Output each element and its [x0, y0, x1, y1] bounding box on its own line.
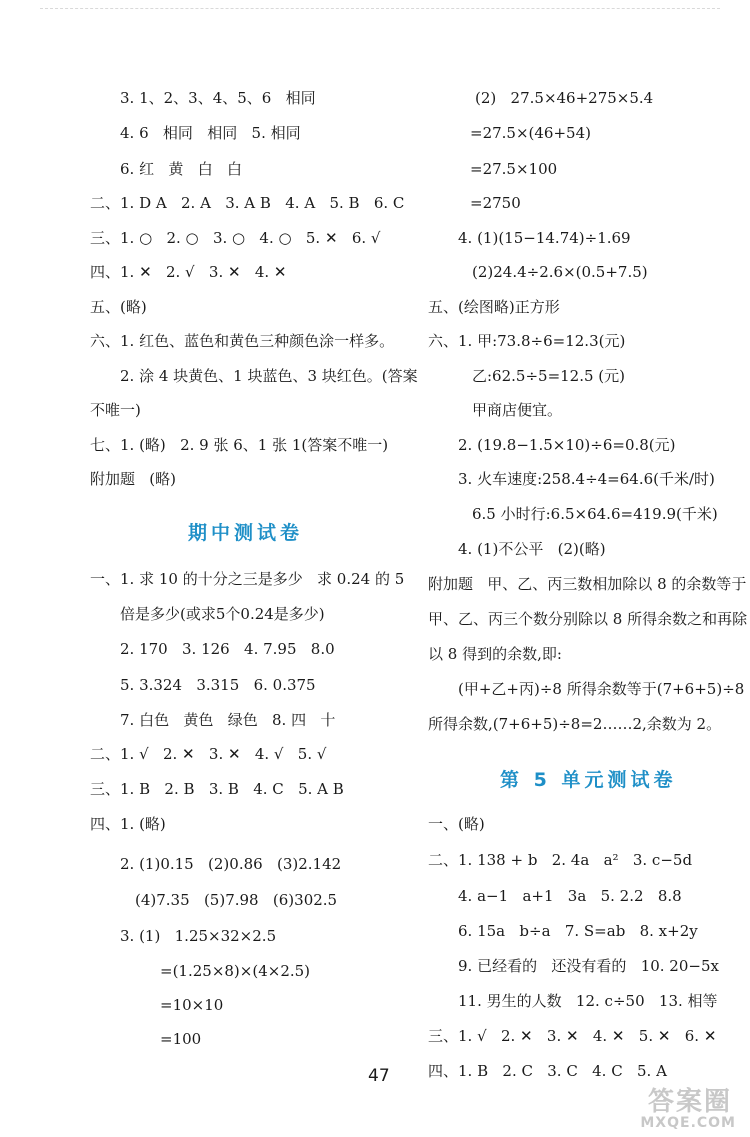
answer-line: 以 8 得到的余数,即: [428, 645, 562, 663]
answer-line: 一、(略) [428, 815, 485, 833]
answer-line: 四、1. (略) [90, 815, 166, 833]
answer-line: 4. 6 相同 相同 5. 相同 [120, 124, 301, 142]
answer-line: 9. 已经看的 还没有看的 10. 20−5x [458, 957, 719, 975]
answer-line: 三、1. B 2. B 3. B 4. C 5. A B [90, 780, 344, 798]
answer-line: 所得余数,(7+6+5)÷8=2……2,余数为 2。 [428, 715, 722, 733]
answer-line: 4. (1)(15−14.74)÷1.69 [458, 229, 631, 247]
watermark-logo [630, 1081, 740, 1131]
answer-line: 3. (1) 1.25×32×2.5 [120, 927, 277, 945]
answer-line: =100 [160, 1030, 202, 1048]
answer-line: (2) 27.5×46+275×5.4 [475, 89, 654, 107]
answer-line: =27.5×100 [470, 160, 558, 178]
answer-line: 七、1. (略) 2. 9 张 6、1 张 1(答案不唯一) [90, 436, 389, 454]
answer-line: 5. 3.324 3.315 6. 0.375 [120, 676, 316, 694]
answer-line: 2. (1)0.15 (2)0.86 (3)2.142 [120, 855, 342, 873]
answer-line: 二、1. √ 2. ✕ 3. ✕ 4. √ 5. √ [90, 745, 327, 763]
answer-line: 6.5 小时行:6.5×64.6=419.9(千米) [472, 505, 718, 523]
answer-line: 六、1. 甲:73.8÷6=12.3(元) [428, 332, 626, 350]
answer-line: 乙:62.5÷5=12.5 (元) [472, 367, 626, 385]
answer-line: 3. 火车速度:258.4÷4=64.6(千米/时) [458, 470, 715, 488]
answer-line: 附加题 (略) [90, 470, 177, 488]
answer-line: 甲、乙、丙三个数分别除以 8 所得余数之和再除 [428, 610, 748, 628]
answer-line: 五、(略) [90, 298, 147, 316]
answer-line: 一、1. 求 10 的十分之三是多少 求 0.24 的 5 [90, 570, 405, 588]
answer-line: 7. 白色 黄色 绿色 8. 四 十 [120, 711, 336, 729]
answer-line: 4. a−1 a+1 3a 5. 2.2 8.8 [458, 887, 682, 905]
answer-line: 四、1. B 2. C 3. C 4. C 5. A [428, 1062, 667, 1080]
answer-line: 2. (19.8−1.5×10)÷6=0.8(元) [458, 436, 676, 454]
answer-line: =(1.25×8)×(4×2.5) [160, 962, 311, 980]
page-number: 47 [368, 1066, 390, 1086]
answer-line: 2. 170 3. 126 4. 7.95 8.0 [120, 640, 335, 658]
answer-line: (甲+乙+丙)÷8 所得余数等于(7+6+5)÷8 [458, 680, 745, 698]
answer-line: 不唯一) [90, 401, 141, 419]
answer-line: 附加题 甲、乙、丙三数相加除以 8 的余数等于 [428, 575, 747, 593]
section-title-midterm: 期中测试卷 [188, 522, 304, 544]
answer-line: 3. 1、2、3、4、5、6 相同 [120, 89, 316, 107]
answer-line: 6. 红 黄 白 白 [120, 160, 242, 178]
answer-line: 2. 涂 4 块黄色、1 块蓝色、3 块红色。(答案 [120, 367, 418, 385]
answer-line: (4)7.35 (5)7.98 (6)302.5 [135, 891, 338, 909]
section-title-unit5: 第 5 单元测试卷 [500, 769, 677, 791]
answer-line: =2750 [470, 194, 521, 212]
answer-line: =27.5×(46+54) [470, 124, 591, 142]
answer-line: 五、(绘图略)正方形 [428, 298, 560, 316]
answer-line: 4. (1)不公平 (2)(略) [458, 540, 606, 558]
answer-line: 二、1. D A 2. A 3. A B 4. A 5. B 6. C [90, 194, 405, 212]
answer-line: 6. 15a b÷a 7. S=ab 8. x+2y [458, 922, 698, 940]
answer-line: 11. 男生的人数 12. c÷50 13. 相等 [458, 992, 718, 1010]
top-divider [40, 8, 720, 9]
answer-line: (2)24.4÷2.6×(0.5+7.5) [472, 263, 648, 281]
answer-line: 三、1. ○ 2. ○ 3. ○ 4. ○ 5. ✕ 6. √ [90, 229, 381, 247]
answer-line: 倍是多少(或求5个0.24是多少) [120, 605, 325, 623]
watermark-text: 答案圈 [647, 1087, 732, 1117]
watermark-url: MXQE.COM [640, 1115, 736, 1131]
answer-line: 二、1. 138 + b 2. 4a a² 3. c−5d [428, 851, 693, 869]
answer-line: =10×10 [160, 996, 224, 1014]
answer-line: 四、1. ✕ 2. √ 3. ✕ 4. ✕ [90, 263, 287, 281]
answer-line: 三、1. √ 2. ✕ 3. ✕ 4. ✕ 5. ✕ 6. ✕ [428, 1027, 717, 1045]
answer-line: 甲商店便宜。 [472, 401, 563, 419]
answer-line: 六、1. 红色、蓝色和黄色三种颜色涂一样多。 [90, 332, 395, 350]
